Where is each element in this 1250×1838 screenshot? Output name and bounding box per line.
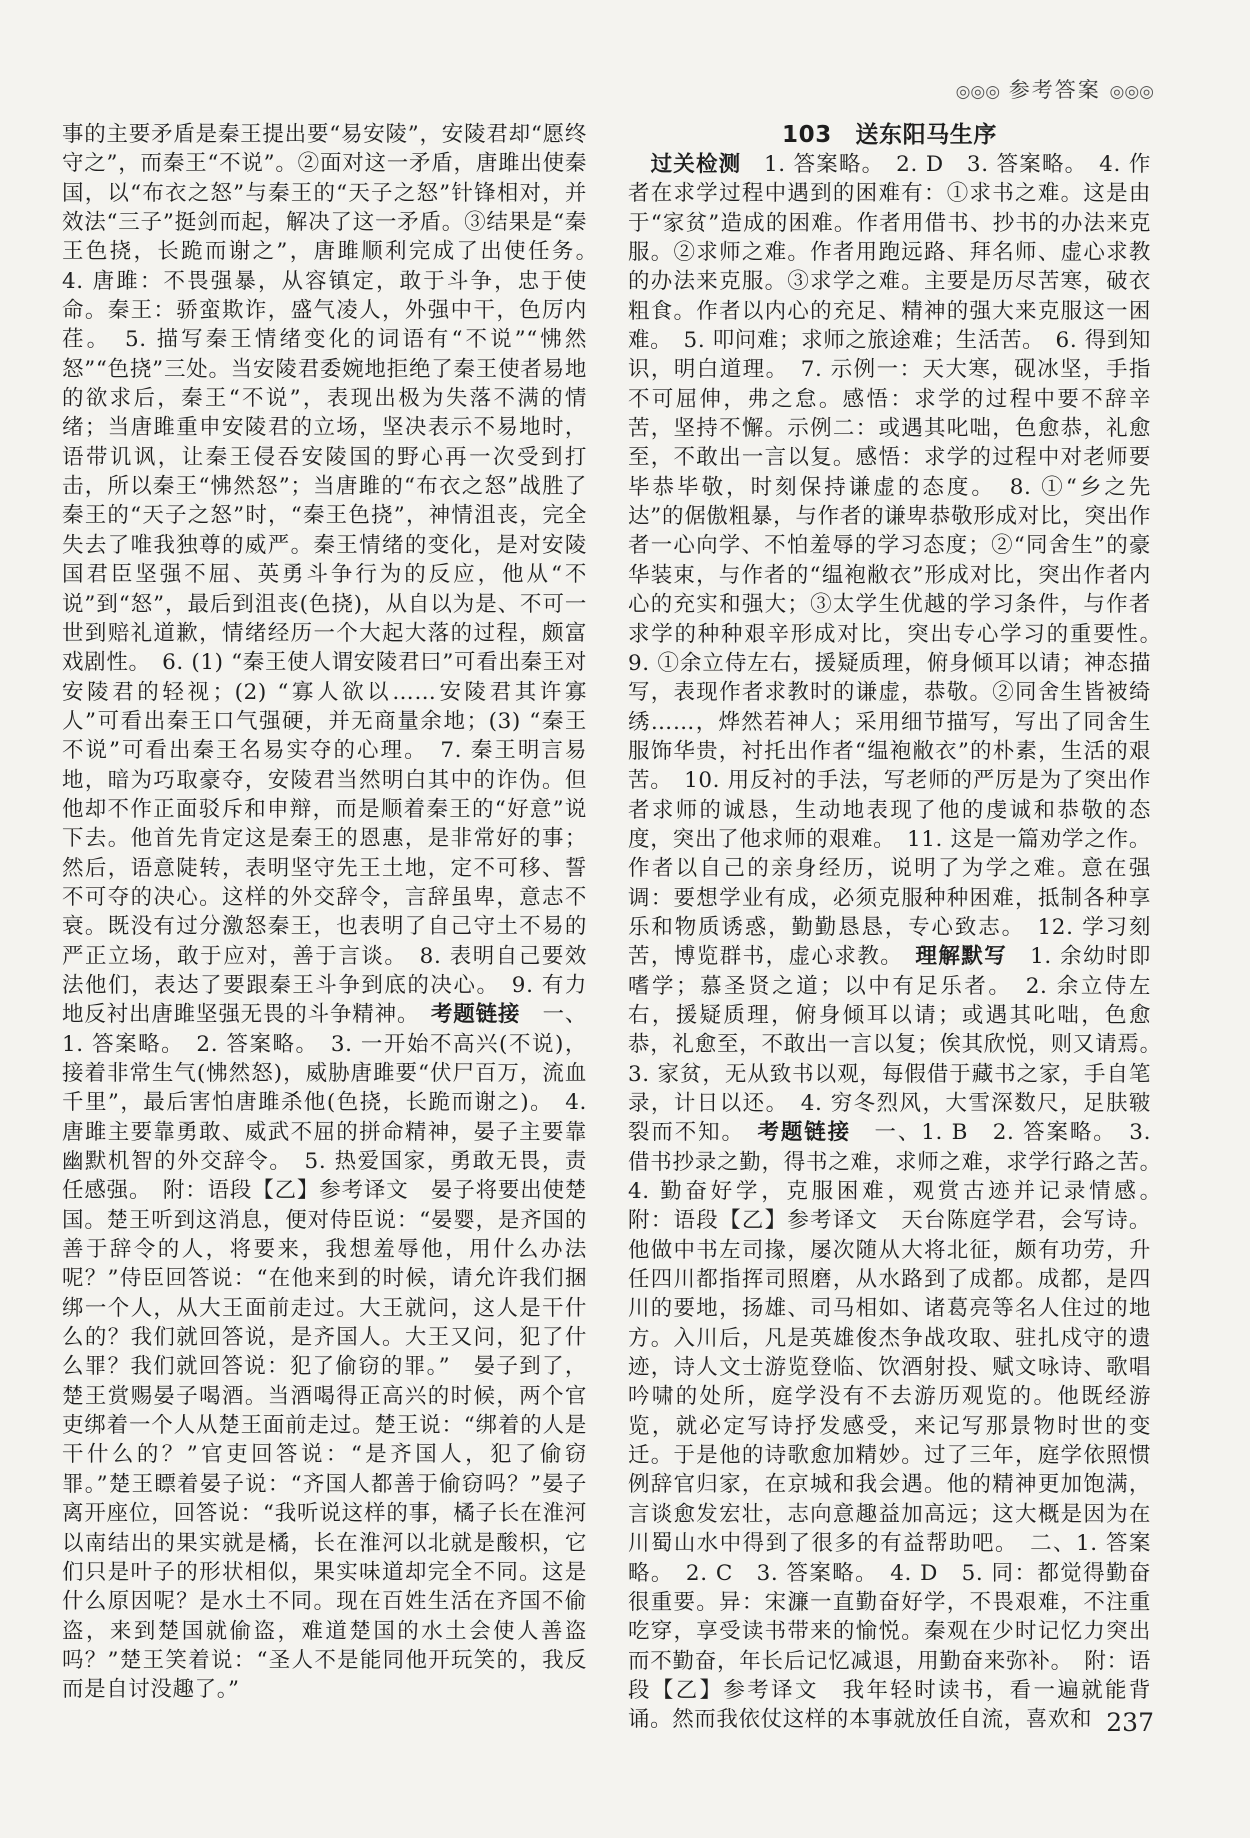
right-column (628, 120, 1174, 1735)
section-title (628, 120, 1151, 150)
left-column (62, 120, 610, 1705)
header-decoration-left: ◎◎◎ (955, 82, 1001, 102)
section-number: 103 (781, 122, 832, 148)
label-guoguan-jiance: 过关检测 (650, 152, 742, 177)
header-decoration-right: ◎◎◎ (1109, 82, 1154, 102)
left-paragraph-1 (62, 120, 610, 1705)
right-text-1: 1. 答案略。 2. D 3. 答案略。 4. 作者在求学过程中遇到的困难有：①求书之难。这是由于“家贫”造成的困难。作者用借书、抄书的办法来克服。②求师之难。作者用跑远路、拜名师、虚心求教的办法来克服。③求学之难。主要是历尽苦寒，破衣粗食。作者以内心的充足、精神的强大来克服这一困难。 5. 叩问难；求师之旅途难；生活苦。 6. 得到知识，明白道理。 7. 示例一：天大寒，砚冰坚，手指不可屈伸，弗之怠。感悟：求学的过程中要不辞辛苦，坚持不懈。示例二：或遇其叱咄，色愈恭，礼愈至，不敢出一言以复。感悟：求学的过程中对老师要毕恭毕敬，时刻保持谦虚的态度。 8. ①“乡之先达”的倨傲粗暴，与作者的谦卑恭敬形成对比，突出作者一心向学、不怕羞辱的学习态度；②“同舍生”的豪华装束，与作者的“缊袍敝衣”形成对比，突出作者内心的充实和强大；③太学生优越的学习条件，与作者求学的种种艰辛形成对比，突出专心学习的重要性。 9. ①余立侍左右，援疑质理，俯身倾耳以请；神态描写，表现作者求教时的谦虚，恭敬。②同舍生皆被绮绣……，烨然若神人；采用细节描写，写出了同舍生服饰华贵，衬托出作者“缊袍敝衣”的朴素，生活的艰苦。 10. 用反衬的手法，写老师的严厉是为了突出作者求师的诚恳，生动地表现了他的虔诚和恭敬的态度，突出了他求师的艰难。 11. 这是一篇劝学之作。作者以自己的亲身经历，说明了为学之难。意在强调：要想学业有成，必须克服种种困难，抵制各种享乐和物质诱惑，勤勤恳恳，专心致志。 12. 学习刻苦，博览群书，虚心求教。 (628, 152, 1174, 970)
label-kaoti-lianjie-left: 考题链接 (430, 1002, 521, 1028)
section-title-text: 送东阳马生序 (855, 122, 998, 148)
header-title: 参考答案 (1008, 78, 1101, 102)
left-text-2: 一、1. 答案略。 2. 答案略。 3. 一开始不高兴(不说)，接着非常生气(怫然怒)，威胁唐雎要“伏尸百万，流血千里”，最后害怕唐雎杀他(色挠，长跪而谢之)。 4. 唐雎主要靠勇敢、威武不屈的拼命精神，晏子主要靠幽默机智的外交辞令。 5. 热爱国家，勇敢无畏，责任感强。 附：语段【乙】参考译文 晏子将要出使楚国。楚王听到这消息，便对侍臣说：“晏婴，是齐国的善于辞令的人，将要来，我想羞辱他，用什么办法呢？”侍臣回答说：“在他来到的时候，请允许我们捆绑一个人，从大王面前走过。大王就问，这人是干什么的？我们就回答说，是齐国人。大王又问，犯了什么罪？我们就回答说：犯了偷窃的罪。” 晏子到了，楚王赏赐晏子喝酒。当酒喝得正高兴的时候，两个官吏绑着一个人从楚王面前走过。楚王说：“绑着的人是干什么的？”官吏回答说：“是齐国人，犯了偷窃罪。”楚王瞟着晏子说：“齐国人都善于偷窃吗？”晏子离开座位，回答说：“我听说这样的事，橘子长在淮河以南结出的果实就是橘，长在淮河以北就是酸枳，它们只是叶子的形状相似，果实味道却完全不同。这是什么原因呢？是水土不同。现在百姓生活在齐国不偷盗，来到楚国就偷盗，难道楚国的水土会使人善盗吗？”楚王笑着说：“圣人不是能同他开玩笑的，我反而是自讨没趣了。” (62, 1002, 588, 1703)
left-text-1: 事的主要矛盾是秦王提出要“易安陵”，安陵君却“愿终守之”，而秦王“不说”。②面对这一矛盾，唐雎出使秦国，以“布衣之怒”与秦王的“天子之怒”针锋相对，并效法“三子”挺剑而起，解决了这一矛盾。③结果是“秦王色挠，长跪而谢之”，唐雎顺利完成了出使任务。 4. 唐雎：不畏强暴，从容镇定，敢于斗争，忠于使命。秦王：骄蛮欺诈，盛气凌人，外强中干，色厉内荏。 5. 描写秦王情绪变化的词语有“不说”“怫然怒”“色挠”三处。当安陵君委婉地拒绝了秦王使者易地的欲求后，秦王“不说”，表现出极为失落不满的情绪；当唐雎重申安陵君的立场，坚决表示不易地时，语带讥讽，让秦王侵吞安陵国的野心再一次受到打击，所以秦王“怫然怒”；当唐雎的“布衣之怒”战胜了秦王的“天子之怒”时，“秦王色挠”，神情沮丧，完全失去了唯我独尊的威严。秦王情绪的变化，是对安陵国君臣坚强不屈、英勇斗争行为的反应，他从“不说”到“怒”，最后到沮丧(色挠)，从自以为是、不可一世到赔礼道歉，情绪经历一个大起大落的过程，颇富戏剧性。 6. (1) “秦王使人谓安陵君曰”可看出秦王对安陵君的轻视；(2) “寡人欲以……安陵君其许寡人”可看出秦王口气强硬，并无商量余地；(3) “秦王不说”可看出秦王名易实夺的心理。 7. 秦王明言易地，暗为巧取豪夺，安陵君当然明白其中的诈伪。但他却不作正面驳斥和申辩，而是顺着秦王的“好意”说下去。他首先肯定这是秦王的恩惠，是非常好的事；然后，语意陡转，表明坚守先王土地，定不可移、誓不可夺的决心。这样的外交辞令，言辞虽卑，意志不衰。既没有过分激怒秦王，也表明了自己守土不易的严正立场，敢于应对，善于言谈。 8. 表明自己要效法他们，表达了要跟秦王斗争到底的决心。 9. 有力地反衬出唐雎坚强无畏的斗争精神。 (62, 122, 610, 1028)
right-paragraph (628, 150, 1174, 1735)
label-kaoti-lianjie-right: 考题链接 (757, 1120, 852, 1146)
page-number: 237 (1106, 1708, 1154, 1737)
right-text-3: 一、1. B 2. 答案略。 3. 借书抄录之勤，得书之难，求师之难，求学行路之苦。 4. 勤奋好学，克服困难，观赏古迹并记录情感。 附：语段【乙】参考译文 天台陈庭学君，会写诗。他做中书左司掾，屡次随从大将北征，颇有功劳，升任四川都指挥司照磨，从水路到了成都。成都，是四川的要地，扬雄、司马相如、诸葛亮等名人住过的地方。入川后，凡是英雄俊杰争战攻取、驻扎戍守的遗迹，诗人文士游览登临、饮酒射投、赋文咏诗、歌唱吟啸的处所，庭学没有不去游历观览的。他既经游览，就必定写诗抒发感受，来记写那景物时世的变迁。于是他的诗歌愈加精妙。过了三年，庭学依照惯例辞官归家，在京城和我会遇。他的精神更加饱满，言谈愈发宏壮，志向意趣益加高远；这大概是因为在川蜀山水中得到了很多的有益帮助吧。 二、1. 答案略。 2. C 3. 答案略。 4. D 5. 同：都觉得勤奋很重要。异：宋濂一直勤奋好学，不畏艰难，不注重吃穿，享受读书带来的愉悦。秦观在少时记忆力突出而不勤奋，年长后记忆减退，用勤奋来弥补。 附：语段【乙】参考译文 我年轻时读书，看一遍就能背诵。然而我依仗这样的本事就放任自流，喜欢和 (628, 1120, 1174, 1733)
page-header (956, 74, 1154, 104)
right-text-2: 1. 余幼时即嗜学；慕圣贤之道；以中有足乐者。 2. 余立侍左右，援疑质理，俯身倾耳以请；或遇其叱咄，色愈恭，礼愈至，不敢出一言以复；俟其欣悦，则又请焉。 3. 家贫，无从致书以观，每假借于藏书之家，手自笔录，计日以还。 4. 穷冬烈风，大雪深数尺，足肤皲裂而不知。 (628, 944, 1174, 1146)
label-lijie-moxie: 理解默写 (915, 944, 1008, 970)
